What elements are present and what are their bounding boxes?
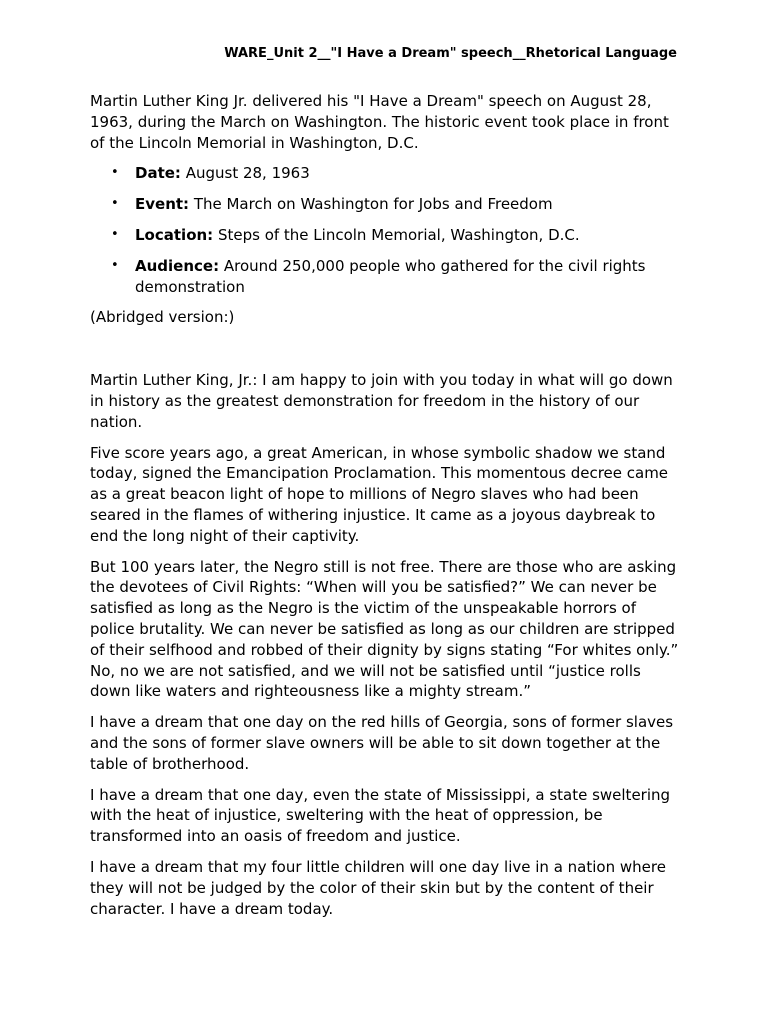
bullet-icon: • <box>111 196 119 212</box>
bullet-icon: • <box>111 165 119 181</box>
fact-label: Location: <box>135 225 214 244</box>
bullet-icon: • <box>111 226 119 242</box>
fact-label: Audience: <box>135 256 220 275</box>
intro-paragraph: Martin Luther King Jr. delivered his "I Have a Dream" speech on August 28, 1963, during the March on Washington. The historic event took place in front of the Lincoln Memorial in Washington, D.C. <box>90 92 669 152</box>
speech-paragraph: I have a dream that one day, even the state of Mississippi, a state sweltering with the heat of injustice, sweltering with the heat of oppression, be transformed into an oasis of freedom and justice. <box>90 785 671 846</box>
bullet-icon: • <box>111 257 119 273</box>
fact-label: Event: <box>135 195 190 214</box>
speech-paragraph: I have a dream that my four little children will one day live in a nation where they will not be judged by the color of their skin but by the content of their character. I have a dream today. <box>90 857 666 918</box>
fact-date <box>90 163 682 184</box>
fact-value: August 28, 1963 <box>185 164 310 183</box>
page-header-title: WARE_Unit 2__"I Have a Dream" speech__Rhetorical Language <box>224 46 677 61</box>
blank-line <box>90 338 682 370</box>
fact-location <box>90 225 682 246</box>
document-body <box>90 91 682 929</box>
fact-value: Around 250,000 people who gathered for the civil rights demonstration <box>135 256 646 296</box>
fact-value: The March on Washington for Jobs and Freedom <box>193 195 553 214</box>
fact-value: Steps of the Lincoln Memorial, Washington, D.C. <box>217 225 580 244</box>
abridged-note: (Abridged version:) <box>90 308 235 327</box>
speech-paragraph: Martin Luther King, Jr.: I am happy to join with you today in what will go down in history as the greatest demonstration for freedom in the history of our nation. <box>90 371 673 431</box>
fact-event <box>90 194 682 215</box>
fact-audience <box>90 256 682 298</box>
speech-paragraph: I have a dream that one day on the red hills of Georgia, sons of former slaves and the sons of former slave owners will be able to sit down together at the table of brotherhood. <box>90 713 674 773</box>
facts-list <box>90 163 682 297</box>
fact-label: Date: <box>135 164 181 183</box>
speech-paragraph: But 100 years later, the Negro still is not free. There are those who are asking the devotees of Civil Rights: “When will you be satisfied?” We can never be satisfied as long as the Negro is the victim of the unspeakable horrors of police brutality. We can never be satisfied as long as our children are stripped of their selfhood and robbed of their dignity by signs stating “For whites only.” No, no we are not satisfied, and we will not be satisfied until “justice rolls down like waters and righteousness like a mighty stream.” <box>90 557 679 701</box>
speech-paragraph: Five score years ago, a great American, in whose symbolic shadow we stand today, signed the Emancipation Proclamation. This momentous decree came as a great beacon light of hope to millions of Negro slaves who had been seared in the flames of withering injustice. It came as a joyous daybreak to end the long night of their captivity. <box>90 443 669 545</box>
